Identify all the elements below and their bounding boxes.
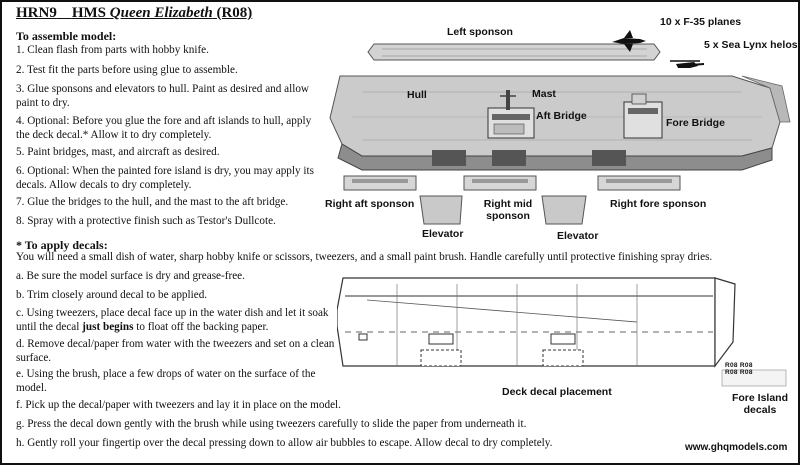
pennant-number: (R08) — [216, 5, 253, 21]
website-url[interactable]: www.ghqmodels.com — [685, 442, 788, 453]
decal-step-b: b. Trim closely around decal to be applied. — [16, 289, 208, 301]
decals-heading: * To apply decals: — [16, 238, 108, 252]
ship-prefix: HMS — [71, 5, 107, 21]
planes-label: 10 x F-35 planes — [660, 16, 742, 28]
decal-step-c-emphasis: just begins — [82, 320, 134, 333]
decal-code-row-1: R08 R08 — [725, 362, 753, 369]
right-aft-sponson-part — [344, 176, 416, 190]
aft-bridge-part — [488, 108, 534, 138]
right-mid-sponson-label — [472, 198, 544, 222]
fore-island-decals-label — [724, 392, 796, 416]
right-mid-sponson-label-line1: Right mid — [483, 198, 533, 210]
assemble-step-1: 1. Clean flash from parts with hobby knife. — [16, 44, 209, 56]
decal-step-a: a. Be sure the model surface is dry and grease-free. — [16, 270, 245, 282]
elevator-fore-label: Elevator — [557, 230, 599, 242]
sea-lynx-helo-icon — [670, 61, 704, 68]
assemble-step-6: 6. Optional: When the painted fore island is dry, you may apply its decals. Allow decals to dry completely. — [16, 165, 314, 191]
fore-elevator-outline — [543, 350, 583, 366]
decal-step-c-tail: to float off the backing paper. — [133, 320, 269, 333]
fore-island-decal-codes — [725, 362, 753, 376]
decal-step-c — [16, 307, 336, 334]
decal-step-f: f. Pick up the decal/paper with tweezers and lay it in place on the model. — [16, 399, 341, 411]
assemble-heading: To assemble model: — [16, 29, 117, 43]
assemble-step-5: 5. Paint bridges, mast, and aircraft as desired. — [16, 146, 220, 158]
decals-intro: You will need a small dish of water, sharp hobby knife or scissors, tweezers, and a small paint brush. Handle carefully until protective finishing spray dries. — [16, 251, 713, 263]
decal-step-g: g. Press the decal down gently with the brush while using tweezers carefully to slide the paper from underneath it. — [16, 418, 527, 430]
kit-code: HRN9 — [16, 5, 57, 21]
left-sponson-label: Left sponson — [447, 26, 513, 38]
decal-step-h: h. Gently roll your fingertip over the decal pressing down to allow air bubbles to escape. Allow decal to dry completely. — [16, 437, 553, 449]
assemble-step-2: 2. Test fit the parts before using glue to assemble. — [16, 64, 238, 76]
right-fore-sponson-part — [598, 176, 680, 190]
fore-island-label-line1: Fore Island — [731, 392, 788, 404]
right-fore-sponson-label: Right fore sponson — [610, 198, 707, 210]
decal-step-e: e. Using the brush, place a few drops of water on the surface of the model. — [16, 368, 316, 394]
decal-step-c-text: c. Using tweezers, place decal face up in the water dish and let it soak until the decal — [16, 307, 329, 333]
mast-label: Mast — [532, 88, 556, 100]
left-sponson-part — [368, 44, 660, 60]
right-mid-sponson-label-line2: sponson — [486, 210, 530, 222]
assemble-step-8: 8. Spray with a protective finish such as Testor's Dullcote. — [16, 215, 276, 227]
right-aft-sponson-label: Right aft sponson — [325, 198, 415, 210]
ship-name: Queen Elizabeth — [109, 5, 213, 21]
assemble-step-4: 4. Optional: Before you glue the fore and aft islands to hull, apply the deck decal.* Allow it to dry completely. — [16, 115, 312, 141]
aft-bridge-label: Aft Bridge — [536, 110, 587, 122]
elevator-aft-label: Elevator — [422, 228, 464, 240]
decal-code-row-2: R08 R08 — [725, 369, 753, 376]
elevator-part-aft — [420, 196, 462, 224]
helos-label: 5 x Sea Lynx helos — [704, 39, 798, 51]
page-title — [16, 5, 252, 22]
elevator-part-fore — [542, 196, 586, 224]
fore-bridge-label: Fore Bridge — [666, 117, 725, 129]
assemble-step-3: 3. Glue sponsons and elevators to hull. Paint as desired and allow paint to dry. — [16, 83, 309, 109]
hull-label: Hull — [407, 89, 427, 101]
aft-elevator-outline — [421, 350, 461, 366]
fore-island-label-line2: decals — [743, 404, 777, 416]
right-mid-sponson-part — [464, 176, 536, 190]
assemble-step-7: 7. Glue the bridges to the hull, and the mast to the aft bridge. — [16, 196, 289, 208]
deck-decal-diagram — [337, 270, 787, 390]
deck-decal-label: Deck decal placement — [502, 386, 612, 398]
decal-step-d: d. Remove decal/paper from water with the tweezers and set on a clean surface. — [16, 338, 335, 364]
